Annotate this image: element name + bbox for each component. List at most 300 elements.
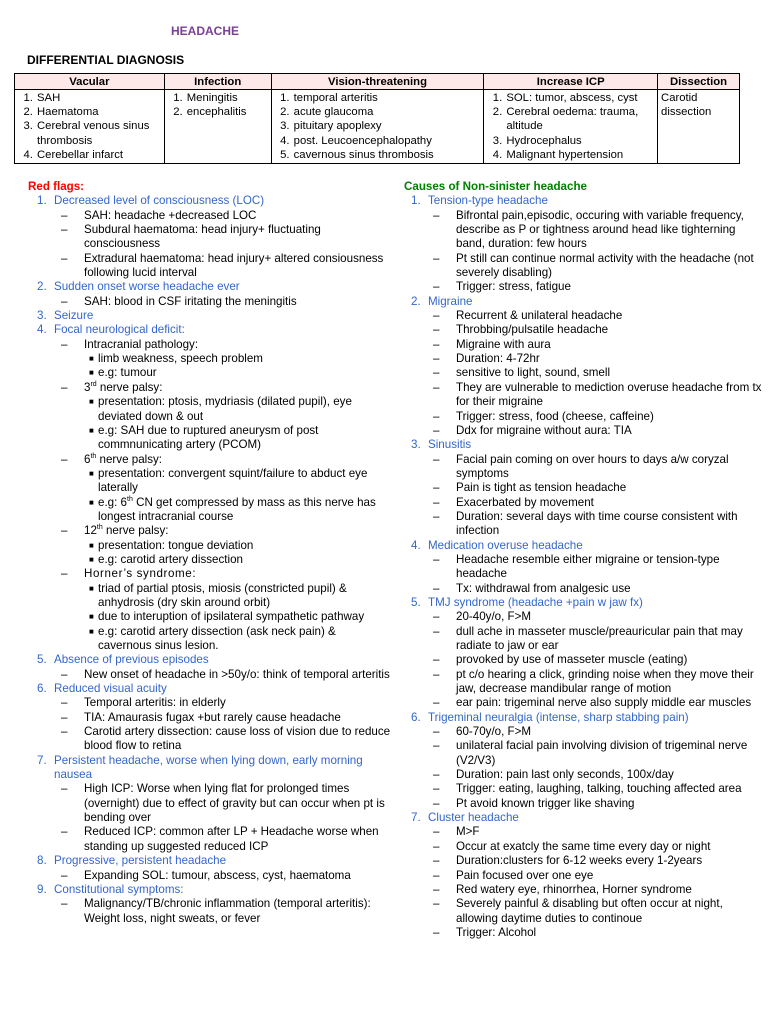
numbered-item [37,682,392,696]
list-item: 4. post. Leucoencephalopathy [293,134,480,148]
table-cell-infection [164,90,271,164]
item-heading: Constitutional symptoms: [54,882,184,896]
item-prefix: 3 [84,380,91,394]
sub-item [61,338,392,352]
sub-item [61,668,392,682]
item-text: Pt still can continue normal activity with the headache (not severely disabling) [456,251,754,280]
item-text: ear pain: trigeminal nerve also supply middle ear muscles [456,696,752,710]
item-text: CN get compressed by mass as this nerve has longest intracranial course [98,495,376,523]
dash-marker: – [433,452,440,466]
item-text: Trigger: stress, fatigue [456,280,571,294]
item-number: 4. [37,323,47,337]
dash-marker: – [433,251,440,265]
sub-item-text [456,496,764,510]
item-text: Trigger: eating, laughing, talking, touching affected area [456,782,742,796]
dash-marker: – [433,409,440,423]
bullet-item [89,424,392,453]
bullet-text [98,366,392,380]
sub-item-text [456,510,764,539]
sub-item-text [456,309,764,323]
item-heading: Medication overuse headache [428,538,583,552]
bullet-item [89,366,392,380]
sub-item [433,883,764,897]
item-number: 3. [37,309,47,323]
item-text: They are vulnerable to mediction overuse headache from tx for their migraine [456,380,762,409]
item-heading: Progressive, persistent headache [54,854,227,868]
dash-marker: – [433,552,440,566]
numbered-item [37,280,392,294]
dash-marker: – [433,739,440,753]
dash-marker: – [61,251,68,265]
sub-item [61,223,392,252]
sub-item [433,410,764,424]
dash-marker: – [61,337,68,351]
list-item: 2. Haematoma [36,105,160,119]
dash-marker: – [433,337,440,351]
item-number: 2. [411,294,421,308]
item-text: TIA: Amaurasis fugax +but rarely cause headache [84,710,341,724]
item-number: 1. [411,194,421,208]
item-text: Exacerbated by movement [456,495,594,509]
sub-item [433,739,764,768]
dash-marker: – [433,868,440,882]
item-prefix: e.g: 6 [98,495,128,509]
item-text: e.g: tumour [98,366,157,380]
sub-item [61,295,392,309]
item-text: Trigger: stress, food (cheese, caffeine) [456,409,654,423]
sub-item-text [456,668,764,697]
item-text: limb weakness, speech problem [98,352,263,366]
bullet-text [98,582,392,611]
dash-marker: – [433,839,440,853]
item-number: 7. [37,753,47,767]
section-title-differential-diagnosis: DIFFERENTIAL DIAGNOSIS [27,53,185,67]
list-item: 4. Malignant hypertension [505,148,653,162]
table-cell-vascular [15,90,165,164]
item-number: 6. [411,710,421,724]
dash-marker: – [433,696,440,710]
item-heading: TMJ syndrome (headache +pain w jaw fx) [428,595,643,609]
dash-marker: – [61,524,68,538]
differential-diagnosis-table [14,73,740,164]
sub-item [61,524,392,538]
sub-item-text [456,209,764,252]
dash-marker: – [433,925,440,939]
sub-item-text [456,739,764,768]
sub-item-text [456,926,764,940]
dash-marker: – [433,481,440,495]
square-bullet: ■ [89,612,94,622]
sub-item [433,653,764,667]
table-row [15,90,740,164]
item-text: sensitive to light, sound, smell [456,366,611,380]
table-header-cell: Infection [164,74,271,90]
dash-marker: – [61,897,68,911]
numbered-item [411,596,764,610]
dash-marker: – [433,495,440,509]
ordinal-suffix: th [90,452,97,460]
sub-item-text [456,653,764,667]
sub-item-text [456,424,764,438]
sub-item [61,782,392,825]
sub-item [433,323,764,337]
item-number: 8. [37,854,47,868]
sub-item [433,338,764,352]
item-text: presentation: tongue deviation [98,538,254,552]
bullet-text [98,395,392,424]
bullet-item [89,395,392,424]
sub-item-text [456,280,764,294]
numbered-item [37,309,392,323]
sub-item-text [456,768,764,782]
item-heading: Migraine [428,294,473,308]
sub-item [433,309,764,323]
sub-item-text [456,883,764,897]
numbered-item [37,754,392,783]
numbered-item [37,854,392,868]
item-text: Pain is tight as tension headache [456,481,627,495]
list-item: 2. acute glaucoma [293,105,480,119]
dash-marker: – [433,653,440,667]
sub-item [433,352,764,366]
table-header-cell: Vision-threatening [271,74,484,90]
numbered-item [411,811,764,825]
item-number: 9. [37,882,47,896]
item-text: due to interuption of ipsilateral sympathetic pathway [98,610,365,624]
sub-item-text [84,524,392,538]
dash-marker: – [433,366,440,380]
numbered-item [37,653,392,667]
sub-item-text [84,711,392,725]
square-bullet: ■ [89,583,94,593]
bullet-text [98,553,392,567]
dash-marker: – [433,667,440,681]
sub-item [433,840,764,854]
page-title: HEADACHE [171,24,240,38]
table-header-cell: Dissection [658,74,740,90]
dash-marker: – [61,710,68,724]
sub-item-text [456,610,764,624]
sub-item-text [456,625,764,654]
item-text: Duration: pain last only seconds, 100x/day [456,768,674,782]
dash-marker: – [433,509,440,523]
item-text: Headache resemble either migraine or tension-type headache [456,552,720,581]
dash-marker: – [433,768,440,782]
sub-item [433,453,764,482]
item-heading: Trigeminal neuralgia (intense, sharp stabbing pain) [428,710,689,724]
sub-item-text [456,840,764,854]
sub-item [433,725,764,739]
sub-item [61,209,392,223]
sub-item [433,424,764,438]
dash-marker: – [433,423,440,437]
dash-marker: – [433,380,440,394]
sub-item [61,696,392,710]
numbered-item [411,539,764,553]
dash-marker: – [61,825,68,839]
dash-marker: – [433,280,440,294]
sub-item-text [84,209,392,223]
sub-item [61,711,392,725]
table-cell-increase-icp [484,90,658,164]
square-bullet: ■ [89,354,94,364]
bullet-item [89,625,392,654]
item-number: 4. [411,538,421,552]
sub-item-text [456,553,764,582]
sub-item [433,510,764,539]
sub-item-text [84,567,392,581]
sub-item-text [456,410,764,424]
sub-item [433,280,764,294]
item-text: Duration: several days with time course consistent with infection [456,509,738,538]
item-text: Bifrontal pain,episodic, occuring with variable frequency, describe as P or tightness around head like tighterning band, duration: few hours [456,208,744,251]
item-heading: Decreased level of consciousness (LOC) [54,194,265,208]
item-text: unilateral facial pain involving division of trigeminal nerve (V2/V3) [456,739,748,767]
square-bullet: ■ [89,554,94,564]
bullet-item [89,553,392,567]
numbered-item [411,194,764,208]
sub-item [433,610,764,624]
ordinal-suffix: rd [90,380,97,388]
sub-item [61,567,392,581]
item-text: Carotid artery dissection: cause loss of vision due to reduce blood flow to retina [84,725,391,753]
dash-marker: – [61,868,68,882]
dash-marker: – [61,223,68,237]
numbered-item [411,711,764,725]
sub-item-text [456,338,764,352]
sub-item [433,496,764,510]
sub-item-text [456,696,764,710]
item-text: Duration: 4-72hr [456,352,540,366]
sub-item [433,869,764,883]
sub-item-text [84,696,392,710]
sub-item [433,696,764,710]
item-heading: Persistent headache, worse when lying down, early morning nausea [54,753,363,782]
item-text: Trigger: Alcohol [456,925,537,939]
sub-item-text [84,825,392,854]
square-bullet: ■ [89,425,94,435]
square-bullet: ■ [89,540,94,550]
bullet-item [89,539,392,553]
sub-item [433,553,764,582]
dash-marker: – [61,208,68,222]
sub-item [433,825,764,839]
item-number: 7. [411,811,421,825]
sub-item [61,725,392,754]
bullet-text [98,625,392,654]
dash-marker: – [61,725,68,739]
bullet-item [89,610,392,624]
item-number: 5. [37,653,47,667]
item-heading: Seizure [54,309,94,323]
sub-item [433,625,764,654]
sub-item [433,366,764,380]
sub-item-text [456,352,764,366]
bullet-text [98,467,392,496]
item-heading: Tension-type headache [428,194,548,208]
item-prefix: 12 [84,524,97,538]
list-item: 4. Cerebellar infarct [36,148,160,162]
sub-item [61,825,392,854]
square-bullet: ■ [89,626,94,636]
bullet-item [89,582,392,611]
ordinal-suffix: th [96,524,103,532]
item-heading: Focal neurological deficit: [54,323,185,337]
dash-marker: – [433,882,440,896]
dash-marker: – [433,897,440,911]
sub-item-text [456,869,764,883]
item-text: 60-70y/o, F>M [456,725,532,739]
item-text: dull ache in masseter muscle/preauricular pain that may radiate to jaw or ear [456,624,743,652]
item-text: Expanding SOL: tumour, abscess, cyst, haematoma [84,868,351,882]
item-heading: Reduced visual acuity [54,682,167,696]
sub-item [433,768,764,782]
item-text: Temporal arteritis: in elderly [84,696,226,710]
item-text: M>F [456,825,480,839]
sub-item [433,926,764,940]
bullet-item [89,467,392,496]
dash-marker: – [61,380,68,394]
dash-marker: – [61,667,68,681]
sub-item-text [84,869,392,883]
sub-item-text [456,323,764,337]
item-text: Pt avoid known trigger like shaving [456,796,635,810]
square-bullet: ■ [89,397,94,407]
list-item: 1. SOL: tumor, abscess, cyst [505,91,653,105]
list-item: 3. Cerebral venous sinus thrombosis [36,119,160,147]
bullet-text [98,352,392,366]
sub-item-text [84,223,392,252]
table-cell-dissection: Carotid dissection [658,90,740,164]
dash-marker: – [61,294,68,308]
red-flags-section [0,180,392,926]
dash-marker: – [433,352,440,366]
item-text: Intracranial pathology: [84,337,199,351]
sub-item-text [84,897,392,926]
red-flags-heading: Red flags: [28,180,85,193]
item-heading: Sinusitis [428,438,472,452]
item-text: presentation: convergent squint/failure to abduct eye laterally [98,466,368,495]
item-text: nerve palsy: [96,452,163,466]
item-text: nerve palsy: [102,524,169,538]
table-header-cell: Increase ICP [484,74,658,90]
dash-marker: – [433,208,440,222]
square-bullet: ■ [89,368,94,378]
bullet-text [98,539,392,553]
ordinal-suffix: th [127,495,133,503]
sub-item [433,582,764,596]
numbered-item [37,194,392,208]
bullet-text [98,424,392,453]
item-text: SAH: blood in CSF iritating the meningitis [84,294,297,308]
item-text: pt c/o hearing a click, grinding noise when they move their jaw, decrease mandibular range of motion [456,667,754,696]
item-number: 2. [37,280,47,294]
item-text: e.g: carotid artery dissection [98,552,243,566]
list-item: 2. Cerebral oedema: trauma, altitude [505,105,653,133]
sub-item-text [84,782,392,825]
dash-marker: – [61,782,68,796]
list-item: 1. temporal arteritis [293,91,480,105]
item-number: 1. [37,194,47,208]
sub-item-text [456,782,764,796]
item-text: e.g: SAH due to ruptured aneurysm of post commnunicating artery (PCOM) [98,423,319,452]
sub-item-text [456,725,764,739]
item-text: Occur at exatcly the same time every day or night [456,839,711,853]
item-text: Reduced ICP: common after LP + Headache worse when standing up suggested reduced ICP [84,825,379,853]
non-sinister-heading: Causes of Non-sinister headache [404,180,587,193]
item-text: Throbbing/pulsatile headache [456,323,609,337]
list-item: 3. pituitary apoplexy [293,119,480,133]
item-text: Red watery eye, rhinorrhea, Horner syndrome [456,882,692,896]
sub-item-text [84,338,392,352]
sub-item-text [84,725,392,754]
sub-item [61,453,392,467]
item-text: 20-40y/o, F>M [456,610,532,624]
item-text: Severely painful & disabling but often occur at night, allowing daytime duties to continoue [456,897,723,925]
item-heading: Cluster headache [428,811,519,825]
dash-marker: – [61,696,68,710]
sub-item [433,481,764,495]
sub-item-text [84,295,392,309]
sub-item-text [456,252,764,281]
item-text: Extradural haematoma: head injury+ altered consiousness following lucid interval [84,251,384,280]
numbered-item [411,295,764,309]
item-text: High ICP: Worse when lying flat for prolonged times (overnight) due to effect of gravity but can occur when pt is bending over [84,782,385,825]
bullet-item [89,352,392,366]
sub-item [61,897,392,926]
sub-item-text [456,897,764,926]
item-text: Recurrent & unilateral headache [456,309,623,323]
dash-marker: – [433,796,440,810]
table-header-cell: Vacular [15,74,165,90]
item-text: provoked by use of masseter muscle (eating) [456,653,688,667]
bullet-item [89,496,392,525]
item-text: Duration:clusters for 6-12 weeks every 1-2years [456,854,703,868]
item-prefix: 6 [84,452,91,466]
dash-marker: – [433,782,440,796]
item-heading: Sudden onset worse headache ever [54,280,240,294]
sub-item-text [456,825,764,839]
sub-item-text [84,252,392,281]
item-text: nerve palsy: [96,380,163,394]
non-sinister-section [392,180,764,940]
sub-item [433,668,764,697]
bullet-text [98,610,392,624]
numbered-item [37,883,392,897]
square-bullet: ■ [89,468,94,478]
item-text: Ddx for migraine without aura: TIA [456,423,632,437]
item-text: e.g: carotid artery dissection (ask neck pain) & cavernous sinus lesion. [98,624,336,652]
table-header-row [15,74,740,90]
numbered-item [37,323,392,337]
list-item: 3. Hydrocephalus [505,134,653,148]
item-number: 3. [411,438,421,452]
item-number: 5. [411,595,421,609]
item-text: Tx: withdrawal from analgesic use [456,581,631,595]
item-number: 6. [37,682,47,696]
numbered-item [411,438,764,452]
sub-item [433,381,764,410]
item-text: SAH: headache +decreased LOC [84,208,257,222]
item-text: Pain focused over one eye [456,868,594,882]
list-item: 1. Meningitis [186,91,267,105]
dash-marker: – [433,854,440,868]
item-heading: Absence of previous episodes [54,653,209,667]
dash-marker: – [61,567,68,581]
list-item: 5. cavernous sinus thrombosis [293,148,480,162]
list-item: 2. encephalitis [186,105,267,119]
dash-marker: – [433,825,440,839]
